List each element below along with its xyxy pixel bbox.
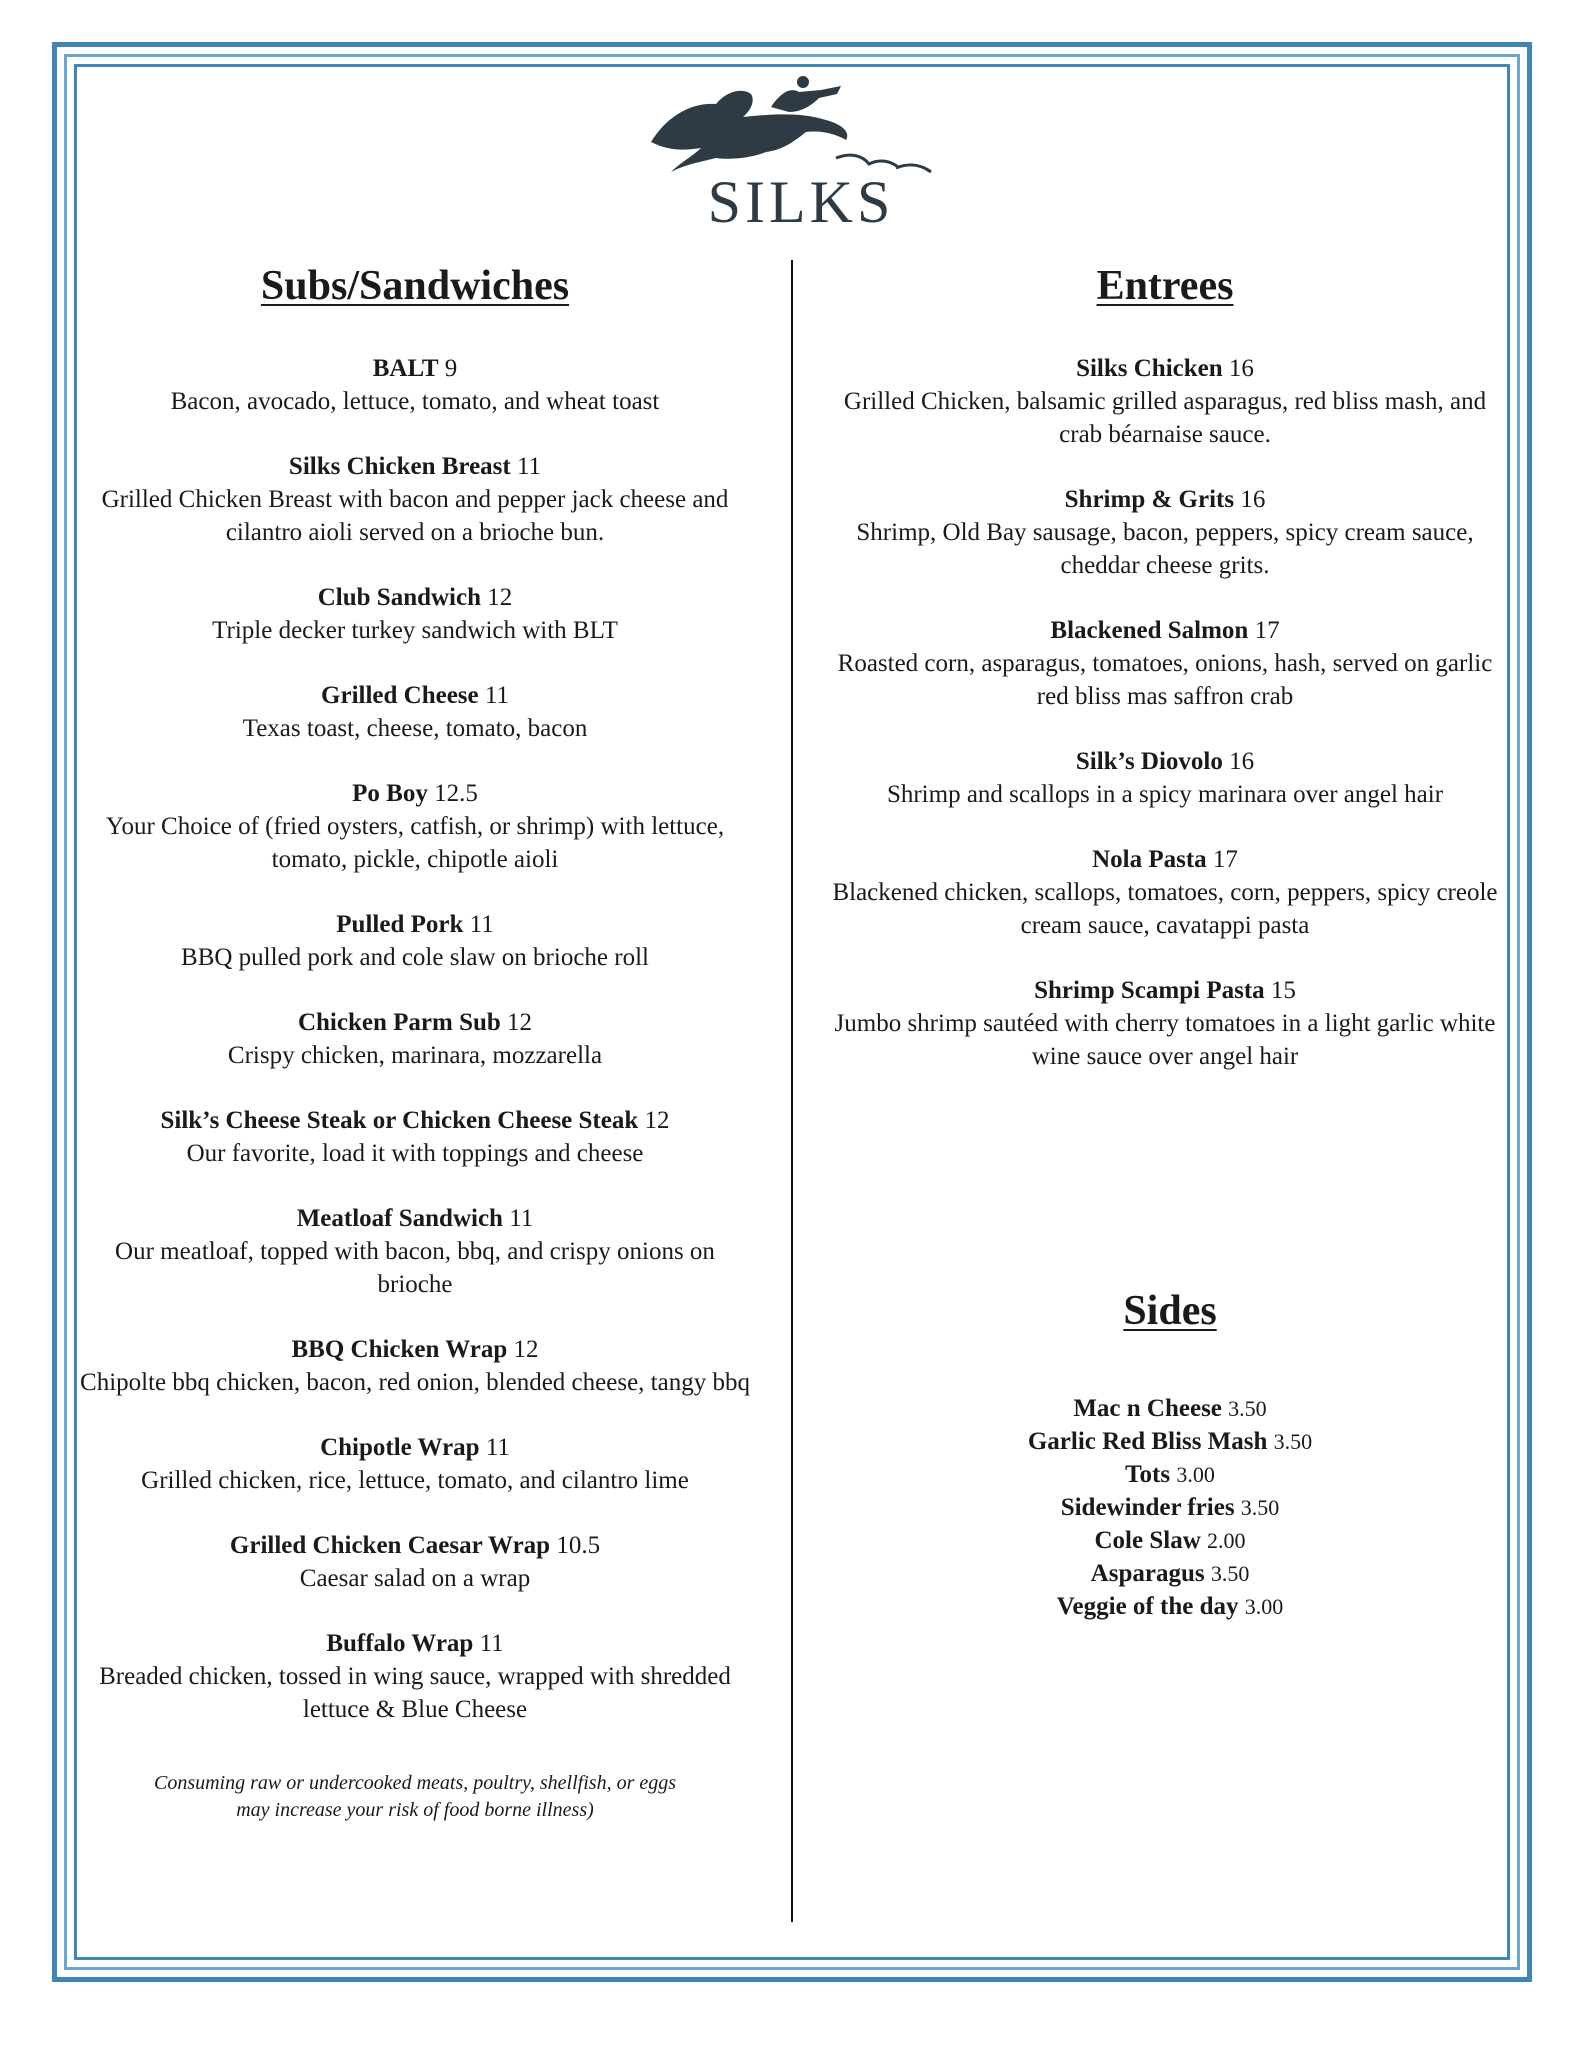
menu-item	[80, 1006, 750, 1072]
menu-item	[80, 1333, 750, 1399]
menu-item-name: Silks Chicken Breast	[288, 453, 511, 480]
menu-item-name: Blackened Salmon	[1050, 617, 1249, 644]
menu-item	[830, 483, 1500, 582]
menu-item-name: Pulled Pork	[336, 911, 464, 938]
menu-item-price: 11	[516, 453, 542, 480]
menu-item-description: Grilled chicken, rice, lettuce, tomato, and cilantro lime	[141, 1467, 689, 1494]
menu-item-name: Buffalo Wrap	[326, 1630, 474, 1657]
menu-item	[80, 1627, 750, 1726]
side-item-name: Veggie of the day	[1056, 1593, 1239, 1620]
menu-item-description: Our favorite, load it with toppings and cheese	[186, 1140, 644, 1167]
side-item	[900, 1524, 1440, 1557]
side-item-price: 3.50	[1273, 1429, 1313, 1454]
subs-sandwiches-section	[80, 260, 750, 1824]
menu-item-price: 12	[513, 1336, 539, 1363]
menu-item-price: 16	[1240, 486, 1266, 513]
menu-item	[80, 1202, 750, 1301]
menu-item	[80, 1104, 750, 1170]
side-item-price: 3.50	[1240, 1495, 1280, 1520]
side-item-name: Mac n Cheese	[1073, 1395, 1222, 1422]
side-item	[900, 1491, 1440, 1524]
menu-item	[80, 1529, 750, 1595]
menu-item-description: Your Choice of (fried oysters, catfish, or shrimp) with lettuce, tomato, pickle, chipotle aioli	[105, 813, 725, 873]
menu-item	[80, 1431, 750, 1497]
menu-item-description: Blackened chicken, scallops, tomatoes, corn, peppers, spicy creole cream sauce, cavatappi pasta	[832, 879, 1498, 939]
sides-list	[900, 1392, 1440, 1623]
menu-item-name: BALT	[372, 355, 439, 382]
menu-item-name: Chicken Parm Sub	[297, 1009, 501, 1036]
column-divider	[791, 260, 793, 1922]
menu-item-description: Shrimp, Old Bay sausage, bacon, peppers, spicy cream sauce, cheddar cheese grits.	[856, 519, 1474, 579]
menu-item-description: Roasted corn, asparagus, tomatoes, onions, hash, served on garlic red bliss mas saffron crab	[837, 650, 1493, 710]
logo-wordmark: SILKS	[707, 169, 895, 232]
menu-item	[80, 908, 750, 974]
side-item-name: Asparagus	[1090, 1560, 1205, 1587]
menu-item-price: 16	[1228, 355, 1254, 382]
menu-item	[830, 614, 1500, 713]
menu-item-price: 15	[1270, 977, 1296, 1004]
menu-item-name: Grilled Chicken Caesar Wrap	[229, 1532, 551, 1559]
menu-item-price: 11	[484, 682, 509, 709]
side-item	[900, 1590, 1440, 1623]
silks-logo	[631, 72, 971, 232]
menu-item	[80, 777, 750, 876]
menu-item-name: Chipotle Wrap	[320, 1434, 480, 1461]
menu-item-name: BBQ Chicken Wrap	[291, 1336, 508, 1363]
menu-item-price: 11	[509, 1205, 534, 1232]
menu-item-description: Crispy chicken, marinara, mozzarella	[227, 1042, 603, 1069]
menu-item-description: Shrimp and scallops in a spicy marinara over angel hair	[886, 781, 1444, 808]
disclaimer-line-1: Consuming raw or undercooked meats, poultry, shellfish, or eggs	[153, 1772, 677, 1794]
side-item	[900, 1557, 1440, 1590]
section-heading-sides: Sides	[1123, 1288, 1217, 1334]
menu-item	[80, 352, 750, 418]
menu-item-description: BBQ pulled pork and cole slaw on brioche roll	[181, 944, 649, 971]
side-item	[900, 1458, 1440, 1491]
menu-item-price: 10.5	[556, 1532, 601, 1559]
menu-item-price: 12	[644, 1107, 670, 1134]
menu-item	[830, 745, 1500, 811]
menu-item-name: Meatloaf Sandwich	[296, 1205, 503, 1232]
menu-item-name: Shrimp Scampi Pasta	[1034, 977, 1265, 1004]
menu-item-description: Chipolte bbq chicken, bacon, red onion, blended cheese, tangy bbq	[80, 1369, 750, 1396]
menu-item-price: 16	[1229, 748, 1255, 775]
menu-item-price: 9	[444, 355, 458, 382]
menu-item	[830, 974, 1500, 1073]
menu-item-price: 17	[1254, 617, 1280, 644]
food-safety-disclaimer	[80, 1770, 750, 1824]
menu-item-description: Our meatloaf, topped with bacon, bbq, and crispy onions on brioche	[115, 1238, 715, 1298]
menu-item-name: Club Sandwich	[317, 584, 482, 611]
menu-item-description: Texas toast, cheese, tomato, bacon	[242, 715, 588, 742]
menu-item	[830, 843, 1500, 942]
menu-item-price: 11	[485, 1434, 510, 1461]
menu-item-description: Caesar salad on a wrap	[299, 1565, 531, 1592]
menu-item-name: Silk’s Cheese Steak or Chicken Cheese Steak	[160, 1107, 639, 1134]
side-item-price: 3.50	[1210, 1561, 1250, 1586]
side-item-price: 3.50	[1228, 1396, 1267, 1421]
side-item-name: Garlic Red Bliss Mash	[1027, 1428, 1268, 1455]
menu-item-price: 11	[469, 911, 494, 938]
side-item-price: 3.00	[1244, 1594, 1284, 1619]
menu-item-price: 12.5	[434, 780, 478, 807]
side-item	[900, 1425, 1440, 1458]
menu-item-price: 12	[487, 584, 513, 611]
side-item-price: 2.00	[1207, 1528, 1246, 1553]
menu-item	[830, 352, 1500, 451]
menu-item-price: 17	[1212, 846, 1238, 873]
menu-item-name: Silks Chicken	[1076, 355, 1223, 382]
menu-item-description: Triple decker turkey sandwich with BLT	[212, 617, 618, 644]
menu-item-name: Shrimp & Grits	[1064, 486, 1235, 513]
side-item-price: 3.00	[1176, 1462, 1215, 1487]
section-heading-subs: Subs/Sandwiches	[260, 263, 570, 309]
entrees-section	[830, 260, 1500, 1105]
menu-item-name: Po Boy	[352, 780, 428, 807]
menu-item-price: 11	[479, 1630, 504, 1657]
side-item	[900, 1392, 1440, 1425]
side-item-name: Sidewinder fries	[1060, 1494, 1235, 1521]
menu-item-description: Bacon, avocado, lettuce, tomato, and wheat toast	[170, 388, 660, 415]
horse-rider-icon	[631, 72, 971, 232]
menu-item-description: Jumbo shrimp sautéed with cherry tomatoes in a light garlic white wine sauce over angel hair	[834, 1010, 1496, 1070]
menu-item-description: Grilled Chicken Breast with bacon and pepper jack cheese and cilantro aioli served on a brioche bun.	[101, 486, 729, 546]
menu-item	[80, 450, 750, 549]
menu-item-name: Silk’s Diovolo	[1075, 748, 1223, 775]
menu-item-description: Grilled Chicken, balsamic grilled asparagus, red bliss mash, and crab béarnaise sauce.	[843, 388, 1487, 448]
side-item-name: Tots	[1125, 1461, 1171, 1488]
menu-item-name: Grilled Cheese	[321, 682, 479, 709]
disclaimer-line-2: may increase your risk of food borne illness)	[236, 1799, 594, 1821]
menu-item-description: Breaded chicken, tossed in wing sauce, wrapped with shredded lettuce & Blue Cheese	[99, 1663, 731, 1723]
side-item-name: Cole Slaw	[1094, 1527, 1201, 1554]
menu-item	[80, 581, 750, 647]
section-heading-entrees: Entrees	[1096, 263, 1234, 309]
menu-item-price: 12	[507, 1009, 533, 1036]
menu-item-name: Nola Pasta	[1092, 846, 1207, 873]
menu-item	[80, 679, 750, 745]
